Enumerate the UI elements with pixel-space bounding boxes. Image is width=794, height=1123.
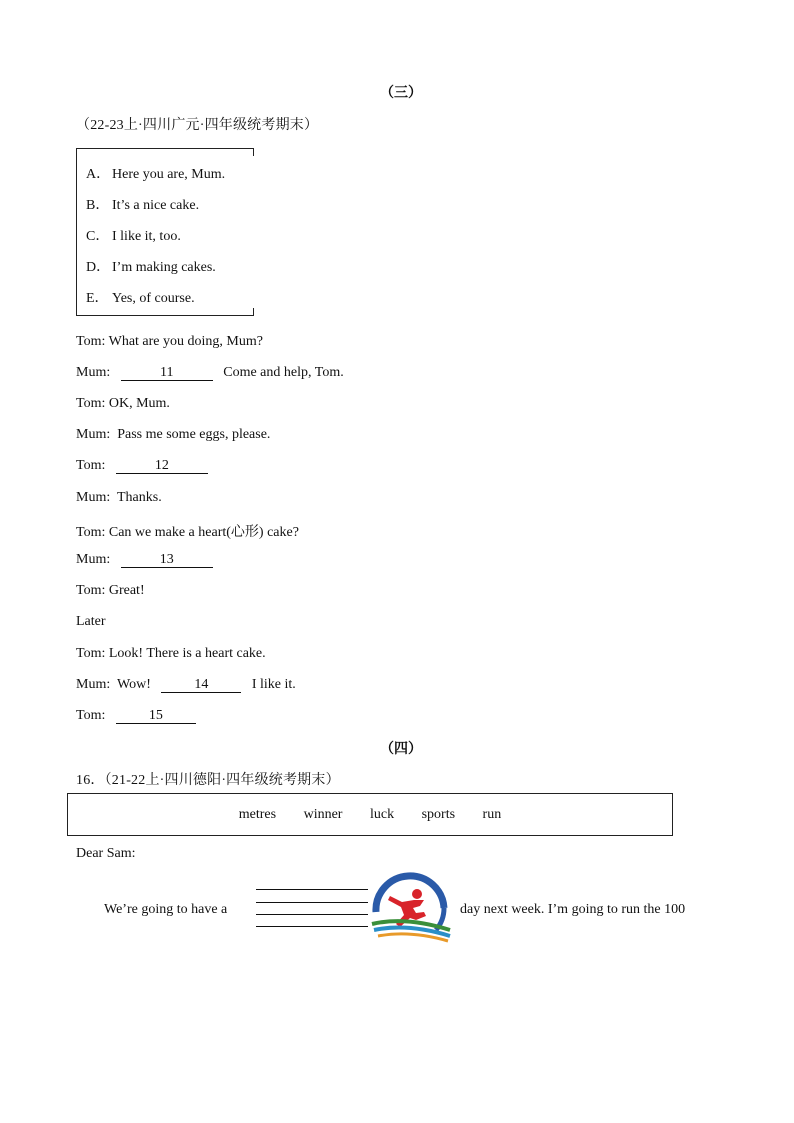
dialogue-line: Tom: 12 <box>76 458 208 474</box>
word-bank-item: run <box>482 807 502 822</box>
word-bank-item: luck <box>369 807 395 822</box>
dialogue-line: Mum: 11 Come and help, Tom. <box>76 365 344 380</box>
dialogue-line: Mum: Thanks. <box>76 490 162 505</box>
word-bank-item: winner <box>303 807 343 822</box>
letter-greeting: Dear Sam: <box>76 846 136 861</box>
sentence-end: day next week. I’m going to run the 100 <box>460 902 686 917</box>
option-c: C． I like it, too. <box>86 229 181 244</box>
question-source: 16．（21-22上·四川德阳·四年级统考期末） <box>76 773 340 788</box>
dialogue-line: Tom: 15 <box>76 708 196 724</box>
dialogue-line: Mum: Wow! 14 I like it. <box>76 677 296 692</box>
dialogue-line: Mum: Pass me some eggs, please. <box>76 427 271 442</box>
dialogue-line: Tom: Look! There is a heart cake. <box>76 646 266 661</box>
answer-line[interactable] <box>256 889 368 890</box>
option-d: D． I’m making cakes. <box>86 260 216 275</box>
option-b: B． It’s a nice cake. <box>86 198 200 213</box>
option-e: E． Yes, of course. <box>86 291 195 306</box>
dialogue-line: Mum: 13 <box>76 552 213 568</box>
dialogue-line: Tom: Great! <box>76 583 145 598</box>
dialogue-line: Later <box>76 614 106 629</box>
sentence-start: We’re going to have a <box>104 902 228 917</box>
question-source: （22-23上·四川广元·四年级统考期末） <box>76 118 319 133</box>
options-box <box>76 148 253 316</box>
section-heading: （三） <box>380 86 422 101</box>
option-a: A． Here you are, Mum. <box>86 167 226 182</box>
answer-line[interactable] <box>256 914 368 915</box>
dialogue-line: Tom: OK, Mum. <box>76 396 170 411</box>
answer-line[interactable] <box>256 926 368 927</box>
dialogue-line: Tom: Can we make a heart(心形) cake? <box>76 525 299 540</box>
answer-blank-12[interactable]: 12 <box>116 458 208 474</box>
sports-day-logo-icon <box>366 872 454 944</box>
word-bank <box>67 793 673 836</box>
answer-blank-14[interactable]: 14 <box>161 677 241 693</box>
answer-blank-15[interactable]: 15 <box>116 708 196 724</box>
section-heading: （四） <box>380 742 422 757</box>
word-bank-item: metres <box>238 807 277 822</box>
answer-blank-11[interactable]: 11 <box>121 365 213 381</box>
dialogue-line: Tom: What are you doing, Mum? <box>76 334 263 349</box>
answer-line[interactable] <box>256 902 368 903</box>
answer-blank-13[interactable]: 13 <box>121 552 213 568</box>
word-bank-item: sports <box>421 807 456 822</box>
